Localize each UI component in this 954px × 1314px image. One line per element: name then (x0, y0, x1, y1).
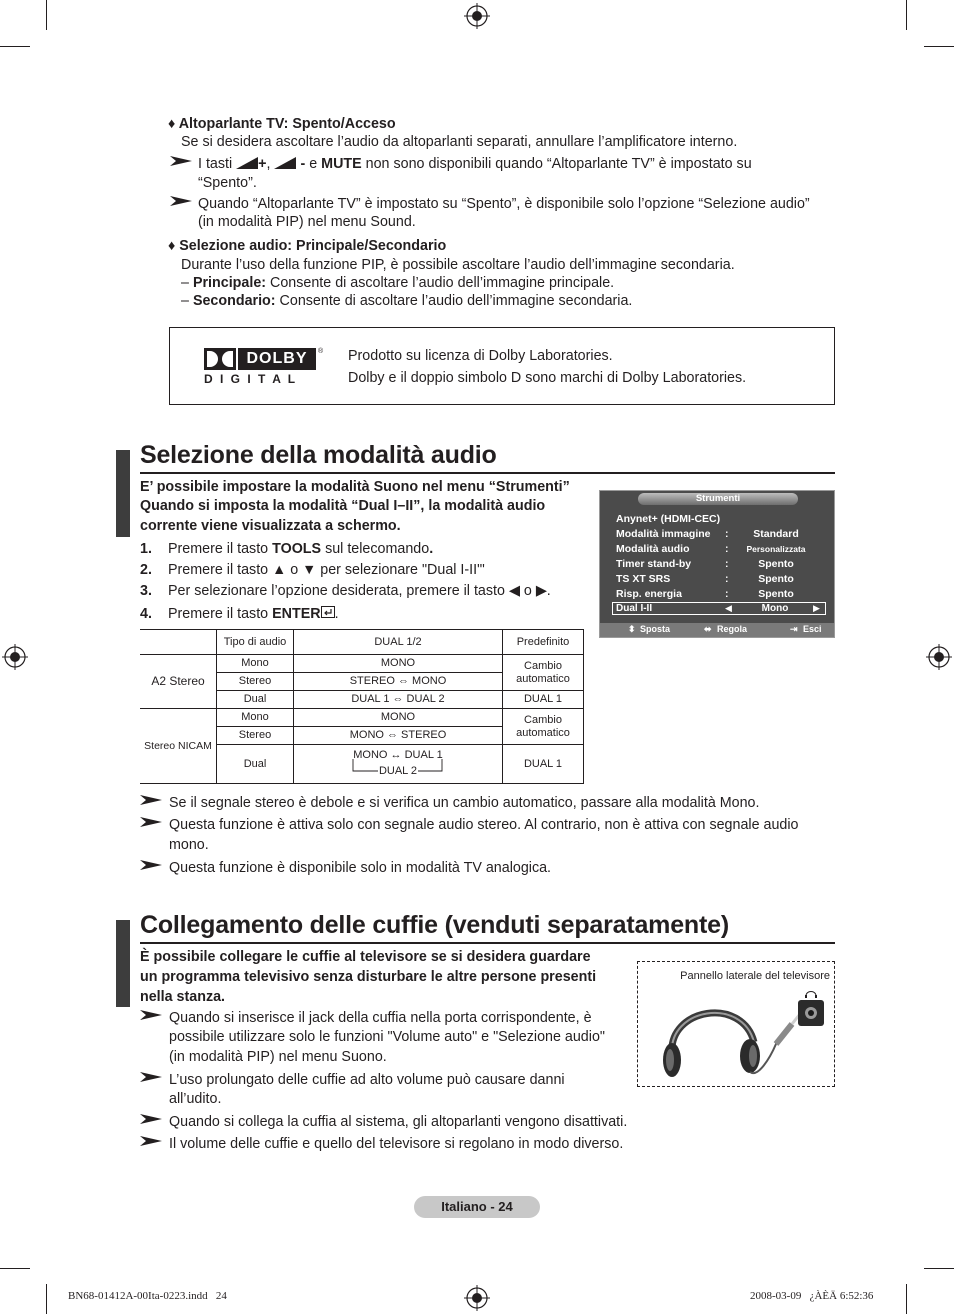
note-arrow-icon (140, 795, 162, 805)
crop-mark (46, 0, 47, 30)
section2-note: L’uso prolungato delle cuffie ad alto volume può causare danni (169, 1072, 565, 1088)
section2-intro-1: È possibile collegare le cuffie al televisore se si desidera guardare (140, 949, 591, 965)
section-rule (140, 942, 835, 944)
tools-menu-screenshot: Strumenti Anynet+ (HDMI-CEC) Modalità immagine : Standard Modalità audio : Personalizzata Timer stand-by : Spento TS XT SRS : Spento Risp. energia : Spento Dual I-II ◀ Mono ▶ ⬍ Sposta ⬌ Regola ⇥ Esci (599, 490, 835, 638)
menu-row: Modalità audio (616, 543, 690, 555)
section1-note-cont: mono. (169, 837, 209, 853)
volume-up-icon (236, 157, 258, 169)
step-4: 4. Premere il tasto ENTER . (140, 606, 339, 622)
dolby-logo: DOLBY ® D I G I T A L (204, 348, 324, 386)
table-row: Stereo MONO ⇔ STEREO (140, 727, 584, 745)
leftright-icon: ⬌ (704, 624, 712, 634)
crop-mark (906, 0, 907, 30)
section2-note: Quando si collega la cuffia al sistema, gli altoparlanti vengono disattivati. (169, 1114, 628, 1130)
exit-icon: ⇥ (790, 624, 798, 634)
table-header: Predefinito (503, 630, 584, 655)
audio-mode-table (140, 629, 584, 784)
table-default-cell: Cambio automatico (503, 709, 584, 745)
dolby-line-2: Dolby e il doppio simbolo D sono marchi di Dolby Laboratories. (348, 370, 747, 386)
table-header-row (140, 630, 584, 655)
section2-intro-3: nella stanza. (140, 989, 226, 1005)
selection-item-secondario: – Secondario: Consente di ascoltare l’audio dell’immagine secondaria. (181, 293, 633, 309)
menu-row: Risp. energia (616, 588, 682, 600)
right-arrow-icon: ▶ (813, 603, 820, 613)
note-arrow-icon (140, 1010, 162, 1020)
note-arrow-icon (170, 196, 192, 206)
section1-intro-3: corrente viene visualizzata a schermo. (140, 518, 401, 534)
enter-icon (321, 606, 335, 618)
registration-mark-icon (2, 644, 28, 670)
note-arrow-icon (140, 1072, 162, 1082)
selection-heading: ♦ Selezione audio: Principale/Secondario (168, 238, 447, 254)
selection-desc: Durante l’uso della funzione PIP, è possibile ascoltare l’audio dell’immagine secondaria. (181, 257, 735, 273)
dolby-logo-sub: D I G I T A L (204, 372, 298, 386)
page-number-badge: Italiano - 24 (414, 1196, 540, 1218)
table-default-cell: Cambio automatico (503, 655, 584, 691)
section-bar (116, 450, 130, 537)
dolby-line-1: Prodotto su licenza di Dolby Laboratories. (348, 348, 613, 364)
section-title-headphones: Collegamento delle cuffie (venduti separatamente) (140, 911, 729, 939)
speaker-heading: ♦ Altoparlante TV: Spento/Acceso (168, 116, 396, 132)
note-arrow-icon (170, 156, 192, 166)
step-2: 2. Premere il tasto ▲ o ▼ per selezionare "Dual I-II"' (140, 562, 485, 578)
section2-note: Il volume delle cuffie e quello del televisore si regolano in modo diverso. (169, 1136, 624, 1152)
menu-selected-row: Dual I-II ◀ Mono ▶ (612, 602, 826, 615)
table-group-label: Stereo NICAM (140, 709, 217, 784)
section-bar (116, 920, 130, 1007)
table-header: DUAL 1/2 (294, 630, 503, 655)
menu-row: Modalità immagine (616, 528, 711, 540)
table-row: A2 Stereo Mono MONO Cambio automatico (140, 655, 584, 673)
section2-note-cont: (in modalità PIP) nel menu Suono. (169, 1049, 387, 1065)
dual-cycle-cell: MONO ↔ DUAL 1 DUAL 2 (294, 745, 503, 784)
menu-footer: ⬍ Sposta ⬌ Regola ⇥ Esci (600, 623, 834, 637)
left-arrow-icon: ◀ (725, 603, 732, 613)
menu-row: Timer stand-by (616, 558, 692, 570)
volume-down-icon (274, 157, 296, 169)
section2-note: Quando si inserisce il jack della cuffia nella porta corrispondente, è (169, 1010, 592, 1026)
updown-icon: ⬍ (628, 624, 636, 634)
crop-mark (46, 1284, 47, 1314)
section1-note: Questa funzione è disponibile solo in modalità TV analogica. (169, 860, 552, 876)
section2-note-cont: all’udito. (169, 1091, 222, 1107)
speaker-note1: I tasti +, - e MUTE non sono disponibili quando “Altoparlante TV” è impostato su (198, 156, 752, 172)
menu-row: Anynet+ (HDMI-CEC) (616, 513, 721, 525)
dolby-logo-word: DOLBY (238, 348, 316, 370)
headphone-panel-figure (637, 961, 835, 1087)
note-arrow-icon (140, 860, 162, 870)
section1-note: Questa funzione è attiva solo con segnale audio stereo. Al contrario, non è attiva con segnale audio (169, 817, 799, 833)
table-row: Stereo STEREO ⇔ MONO (140, 673, 584, 691)
speaker-note2: Quando “Altoparlante TV” è impostato su “Spento”, è disponibile solo l’opzione “Selezione audio” (198, 196, 810, 212)
table-row: Dual MONO ↔ DUAL 1 DUAL 2 DUAL 1 (140, 745, 584, 784)
table-group-label: A2 Stereo (140, 655, 217, 709)
section1-note: Se il segnale stereo è debole e si verifica un cambio automatico, passare alla modalità Mono. (169, 795, 760, 811)
double-d-icon (204, 348, 236, 370)
cycle-bracket-icon (294, 745, 502, 783)
crop-mark (924, 1268, 954, 1269)
section2-note-cont: possibile utilizzare solo le funzioni "Volume auto" e "Selezione audio" (169, 1029, 605, 1045)
panel-label: Pannello laterale del televisore (680, 970, 830, 982)
crop-mark (0, 46, 30, 47)
note-arrow-icon (140, 817, 162, 827)
speaker-note1-cont: “Spento”. (198, 175, 257, 191)
table-row: Dual DUAL 1 ⇔ DUAL 2 DUAL 1 (140, 691, 584, 709)
step-1: 1. Premere il tasto TOOLS sul telecomando. (140, 541, 434, 557)
speaker-desc: Se si desidera ascoltare l’audio da altoparlanti separati, annullare l’amplificatore interno. (181, 134, 738, 150)
date-info: 2008-03-09 ¿ÀÈÄ 6:52:36 (750, 1290, 874, 1302)
section1-intro-2: Quando si imposta la modalità “Dual I–II”, la modalità audio (140, 498, 546, 514)
dolby-notice-box (169, 327, 835, 405)
step-3: 3. Per selezionare l’opzione desiderata, premere il tasto ◀ o ▶. (140, 583, 551, 599)
registration-mark-icon (926, 644, 952, 670)
registration-mark-icon (464, 3, 490, 29)
selection-item-principale: – Principale: Consente di ascoltare l’audio dell’immagine principale. (181, 275, 615, 291)
section2-intro-2: un programma televisivo senza disturbare le altre persone presenti (140, 969, 597, 985)
crop-mark (0, 1268, 30, 1269)
note-arrow-icon (140, 1136, 162, 1146)
section-rule (140, 472, 835, 474)
headphones-icon (658, 988, 834, 1084)
section-title-audio-mode: Selezione della modalità audio (140, 441, 497, 469)
crop-mark (906, 1284, 907, 1314)
table-row: Stereo NICAM Mono MONO Cambio automatico (140, 709, 584, 727)
table-header: Tipo di audio (217, 630, 294, 655)
registration-mark-icon (464, 1285, 490, 1311)
menu-title: Strumenti (638, 493, 798, 505)
section1-intro-1: E’ possibile impostare la modalità Suono nel menu “Strumenti” (140, 479, 570, 495)
speaker-note2-cont: (in modalità PIP) nel menu Sound. (198, 214, 416, 230)
menu-row: TS XT SRS (616, 573, 671, 585)
file-info: BN68-01412A-00Ita-0223.indd 24 (68, 1290, 227, 1302)
note-arrow-icon (140, 1114, 162, 1124)
crop-mark (924, 46, 954, 47)
